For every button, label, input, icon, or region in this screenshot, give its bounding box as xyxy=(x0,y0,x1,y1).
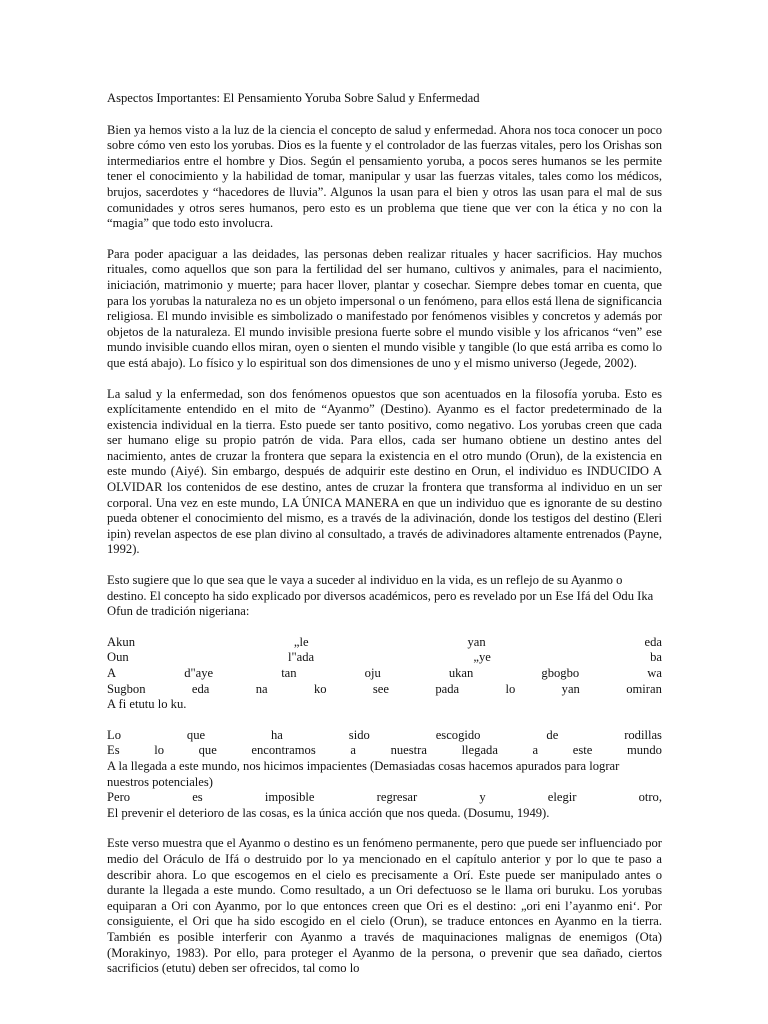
spanish-verse xyxy=(107,728,662,822)
verse-word: Pero xyxy=(107,790,131,805)
verse-word: sido xyxy=(348,727,370,742)
verse-word: na xyxy=(255,681,268,696)
verse-word: imposible xyxy=(264,790,315,805)
verse-word: Sugbon xyxy=(107,681,146,696)
verse-word: yan xyxy=(467,634,486,649)
verse-word: regresar xyxy=(376,790,418,805)
verse-word: l"ada xyxy=(287,650,315,665)
verse-word: mundo xyxy=(626,743,662,758)
verse-line xyxy=(107,682,662,698)
verse-line: El prevenir el deterioro de las cosas, es la única acción que nos queda. (Dosumu, 1949). xyxy=(107,805,550,820)
document-title: Aspectos Importantes: El Pensamiento Yoruba Sobre Salud y Enfermedad xyxy=(107,91,480,105)
paragraph-4: Esto sugiere que lo que sea que le vaya a suceder al individuo en la vida, es un reflejo de su Ayanmo o destino. El concepto ha sido explicado por diversos académicos, pero es revelado por un Ese Ifá del Odu Ika Ofun de tradición nigeriana: xyxy=(107,573,654,619)
verse-word: Akun xyxy=(107,634,135,649)
verse-word: wa xyxy=(647,666,662,680)
verse-word: ha xyxy=(271,727,283,742)
verse-word: que xyxy=(198,743,217,758)
verse-word: pada xyxy=(435,681,460,696)
paragraph-5: Este verso muestra que el Ayanmo o destino es un fenómeno permanente, pero que puede ser influenciado por medio del Oráculo de Ifá o destruido por lo ya mencionado en el capítulo anterior y por lo que te paso a describir ahora. Lo que escogemos en el cielo es precisamente a Orí. Este puede ser manipulado antes o durante la llegada a este mundo. Como resultado, a un Ori defectuoso se le llama ori buruku. Los yorubas equiparan a Ori con Ayanmo, por lo que entonces creen que Ori es el destino: „ori eni l’ayanmo eni‘. Por consiguiente, el Ori que ha sido escogido en el cielo (Orun), se traduce entonces en Ayanmo en la tierra. También es posible interferir con Ayanmo a través de maquinaciones malignas de enemigos (Ota) (Morakinyo, 1983). Por ello, para proteger el Ayanmo de la persona, o prevenir que sea dañado, ciertos sacrificios (etutu) deben ser ofrecidos, tal como lo xyxy=(107,836,662,976)
verse-word: oju xyxy=(364,666,381,680)
verse-word: „ye xyxy=(473,650,491,665)
verse-word: elegir xyxy=(547,790,577,805)
verse-line xyxy=(107,650,662,666)
verse-word: gbogbo xyxy=(541,666,580,680)
paragraph-3: La salud y la enfermedad, son dos fenómenos opuestos que son acentuados en la filosofía yoruba. Esto es explícitamente entendido en el mito de “Ayanmo” (Destino). Ayanmo es el factor predeterminado de la existencia individual en la tierra. Esto puede ser tanto positivo, como negativo. Los yorubas creen que cada ser humano elige su propio patrón de vida. Para ellos, cada ser humano obtiene un destino antes del nacimiento, antes de cruzar la frontera que separa la existencia en el otro mundo (Orun), de la existencia en este mundo (Aiyé). Sin embargo, después de adquirir este destino en Orun, el individuo es INDUCIDO A OLVIDAR los contenidos de ese destino, antes de cruzar la frontera que transforma al individuo en un ser corporal. Una vez en este mundo, LA ÚNICA MANERA en que un individuo que es ignorante de su destino pueda obtener el conocimiento del mismo, es a través de la adivinación, donde los testigos del destino (Eleri ipin) revelan aspectos de ese plan divino al consultado, a través de adivinadores altamente entrenados (Payne, 1992). xyxy=(107,386,662,557)
verse-word: eda xyxy=(644,634,662,649)
document-page xyxy=(107,91,662,992)
verse-word: lo xyxy=(505,681,516,696)
verse-line xyxy=(107,635,662,651)
verse-word: eda xyxy=(191,681,210,696)
verse-word: Es xyxy=(107,743,120,758)
verse-word: y xyxy=(479,790,486,805)
verse-word: Oun xyxy=(107,650,129,665)
verse-line-last: A fi etutu lo ku. xyxy=(107,697,187,712)
verse-word: lo xyxy=(154,743,164,758)
verse-word: nuestra xyxy=(390,743,427,758)
verse-word: Lo xyxy=(107,727,121,742)
verse-word: omiran xyxy=(626,681,662,696)
paragraph-2: Para poder apaciguar a las deidades, las personas deben realizar rituales y hacer sacrificios. Hay muchos rituales, como aquellos que son para la fertilidad del ser humano, cultivos y animales, para el nacimiento, iniciación, matrimonio y muerte; para hacer llover, plantar y cosechar. Siempre debes tomar en cuenta, que para los yorubas la naturaleza no es un objeto impersonal o un fenómeno, para ellos está llena de significancia religiosa. El mundo invisible es simbolizado o manifestado por fenómenos visibles y concretos y además por objetos de la naturaleza. El mundo invisible presiona fuerte sobre el mundo visible y los africanos “ven” ese mundo invisible cuando ellos miran, oyen o sienten el mundo visible y tangible (lo que está arriba es como lo que está abajo). Lo físico y lo espiritual son dos dimensiones de uno y el mismo universo (Jegede, 2002). xyxy=(107,246,662,370)
verse-word: otro, xyxy=(638,790,662,805)
verse-line xyxy=(107,743,662,759)
verse-word: a xyxy=(532,743,539,758)
verse-word: see xyxy=(372,681,389,696)
verse-word: tan xyxy=(281,666,297,680)
verse-word: escogido xyxy=(435,727,481,742)
verse-word: es xyxy=(192,790,203,805)
paragraph-1: Bien ya hemos visto a la luz de la ciencia el concepto de salud y enfermedad. Ahora nos toca conocer un poco sobre cómo ven esto los yorubas. Dios es la fuente y el controlador de las fuerzas vitales, pero los Orishas son intermediarios entre el hombre y Dios. Según el pensamiento yoruba, a pocos seres humanos se les permite tener el conocimiento y la habilidad de tomar, manipular y usar las fuerzas vitales, tales como los médicos, brujos, sacerdotes y “hacedores de lluvia”. Algunos la usan para el bien y otros las usan para el mal de sus comunidades y otros seres humanos, pero esto es un problema que tiene que ver con la ética y no con la “magia” que todo esto involucra. xyxy=(107,122,662,231)
yoruba-verse xyxy=(107,635,662,713)
verse-word: d"aye xyxy=(184,666,214,680)
verse-word: yan xyxy=(561,681,580,696)
verse-word: a xyxy=(350,743,356,758)
verse-word: de xyxy=(546,727,559,742)
verse-line xyxy=(107,790,662,806)
verse-word: encontramos xyxy=(251,743,316,758)
verse-word: rodillas xyxy=(624,727,662,742)
verse-word: ba xyxy=(650,650,662,665)
verse-word: que xyxy=(186,727,206,742)
verse-word: este xyxy=(572,743,593,758)
verse-word: ukan xyxy=(448,666,474,680)
verse-line xyxy=(107,666,662,682)
verse-line xyxy=(107,728,662,744)
verse-word: llegada xyxy=(461,743,498,758)
verse-line: A la llegada a este mundo, nos hicimos impacientes (Demasiadas cosas hacemos apurados para lograr nuestros potenciales) xyxy=(107,758,620,789)
verse-word: „le xyxy=(293,634,309,649)
verse-word: A xyxy=(107,666,117,680)
verse-word: ko xyxy=(313,681,327,696)
